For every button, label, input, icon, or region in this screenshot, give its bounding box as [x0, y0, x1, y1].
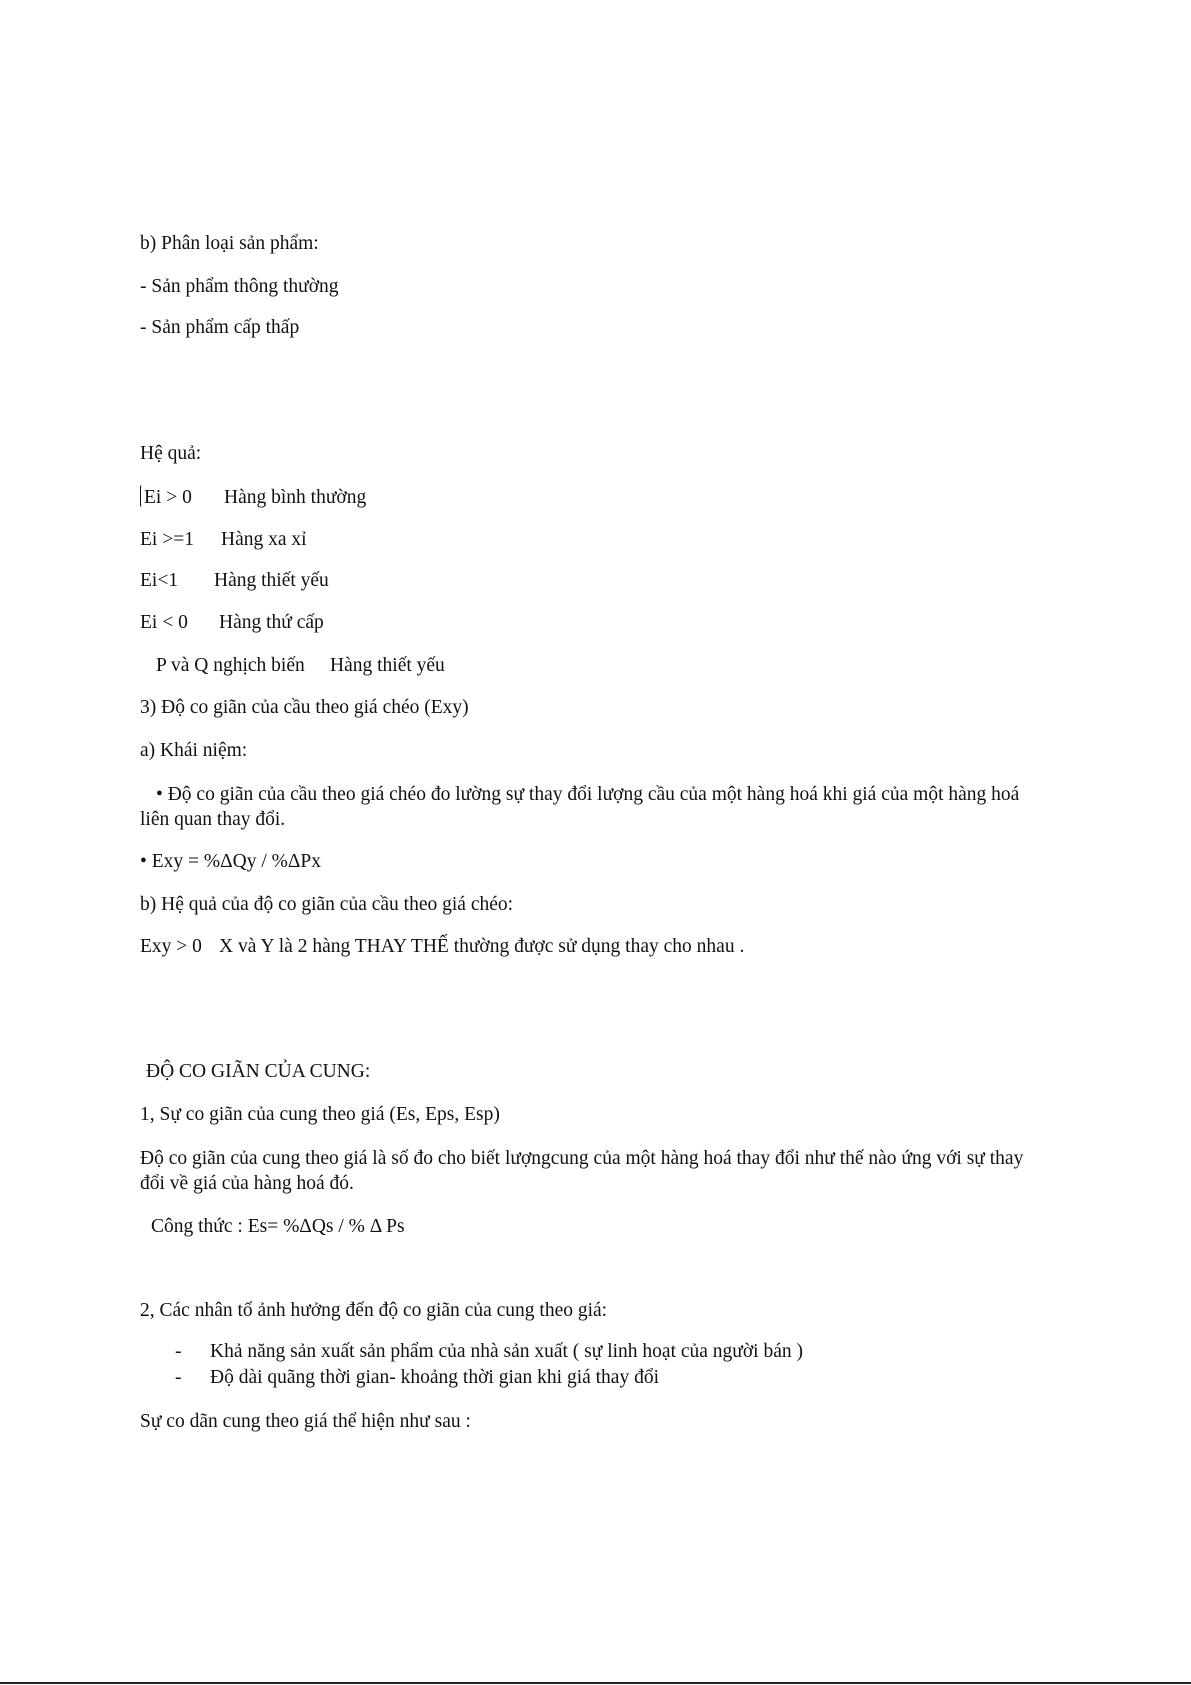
pq-note: [156, 654, 445, 678]
consequence-heading: Hệ quả:: [140, 443, 202, 464]
consequence-result: Hàng thứ cấp: [219, 612, 324, 633]
cross-concept-heading: a) Khái niệm:: [140, 740, 248, 761]
cross-consequence-heading: b) Hệ quả của độ co giãn của cầu theo giá chéo:: [140, 894, 514, 915]
consequence-condition: Ei < 0: [140, 612, 188, 633]
consequence-condition: Ei >=1: [140, 529, 194, 550]
dash-bullet: -: [175, 1367, 182, 1388]
consequence-result: Hàng thiết yếu: [214, 570, 329, 591]
list-item: [175, 1366, 659, 1390]
consequence-condition: Ei > 0: [144, 487, 192, 508]
supply-definition-paragraph: Độ co giãn của cung theo giá là số đo cho biết lượngcung của một hàng hoá thay đổi như thế nào ứng với sự thay đổi về giá của hàng hoá đó.: [140, 1148, 1024, 1194]
cross-formula: • Exy = %ΔQy / %ΔPx: [140, 851, 322, 872]
section-title-product-classification: b) Phân loại sản phẩm:: [140, 233, 319, 254]
cross-consequence-row: [140, 935, 744, 959]
list-item-normal-product: - Sản phẩm thông thường: [140, 276, 339, 297]
factor-text: Độ dài quãng thời gian- khoảng thời gian khi giá thay đổi: [210, 1367, 660, 1388]
cross-result: X và Y là 2 hàng THAY THẾ thường được sử dụng thay cho nhau .: [219, 936, 745, 957]
consequence-condition: Ei<1: [140, 570, 179, 591]
supply-formula: Công thức : Es= %ΔQs / % Δ Ps: [151, 1216, 405, 1237]
dash-bullet: -: [175, 1341, 182, 1362]
pq-result: Hàng thiết yếu: [330, 655, 445, 676]
cross-concept-paragraph: • Độ co giãn của cầu theo giá chéo đo lường sự thay đổi lượng cầu của một hàng hoá khi giá của một hàng hoá liên quan thay đổi.: [140, 784, 1020, 830]
cross-condition: Exy > 0: [140, 936, 202, 957]
supply-elasticity-title: ĐỘ CO GIÃN CỦA CUNG:: [146, 1061, 371, 1082]
page-bottom-edge: [0, 1682, 1191, 1684]
consequence-row: [140, 485, 366, 510]
supply-closing-line: Sự co dãn cung theo giá thể hiện như sau :: [140, 1411, 471, 1432]
consequence-row: [140, 569, 329, 593]
supply-section-2-title: 2, Các nhân tố ảnh hưởng đến độ co giãn của cung theo giá:: [140, 1300, 608, 1321]
consequence-result: Hàng xa xỉ: [221, 529, 307, 550]
list-item: [175, 1340, 803, 1364]
factor-text: Khả năng sản xuất sản phẩm của nhà sản xuất ( sự linh hoạt của người bán ): [210, 1341, 803, 1362]
list-item-inferior-product: - Sản phẩm cấp thấp: [140, 317, 300, 338]
cross-elasticity-title: 3) Độ co giãn của cầu theo giá chéo (Exy): [140, 697, 469, 718]
pq-condition: P và Q nghịch biến: [156, 655, 305, 676]
consequence-result: Hàng bình thường: [224, 487, 367, 508]
brace-mark: [140, 485, 142, 507]
supply-section-1-title: 1, Sự co giãn của cung theo giá (Es, Eps, Esp): [140, 1104, 500, 1125]
consequence-row: [140, 528, 307, 552]
consequence-row: [140, 611, 324, 635]
